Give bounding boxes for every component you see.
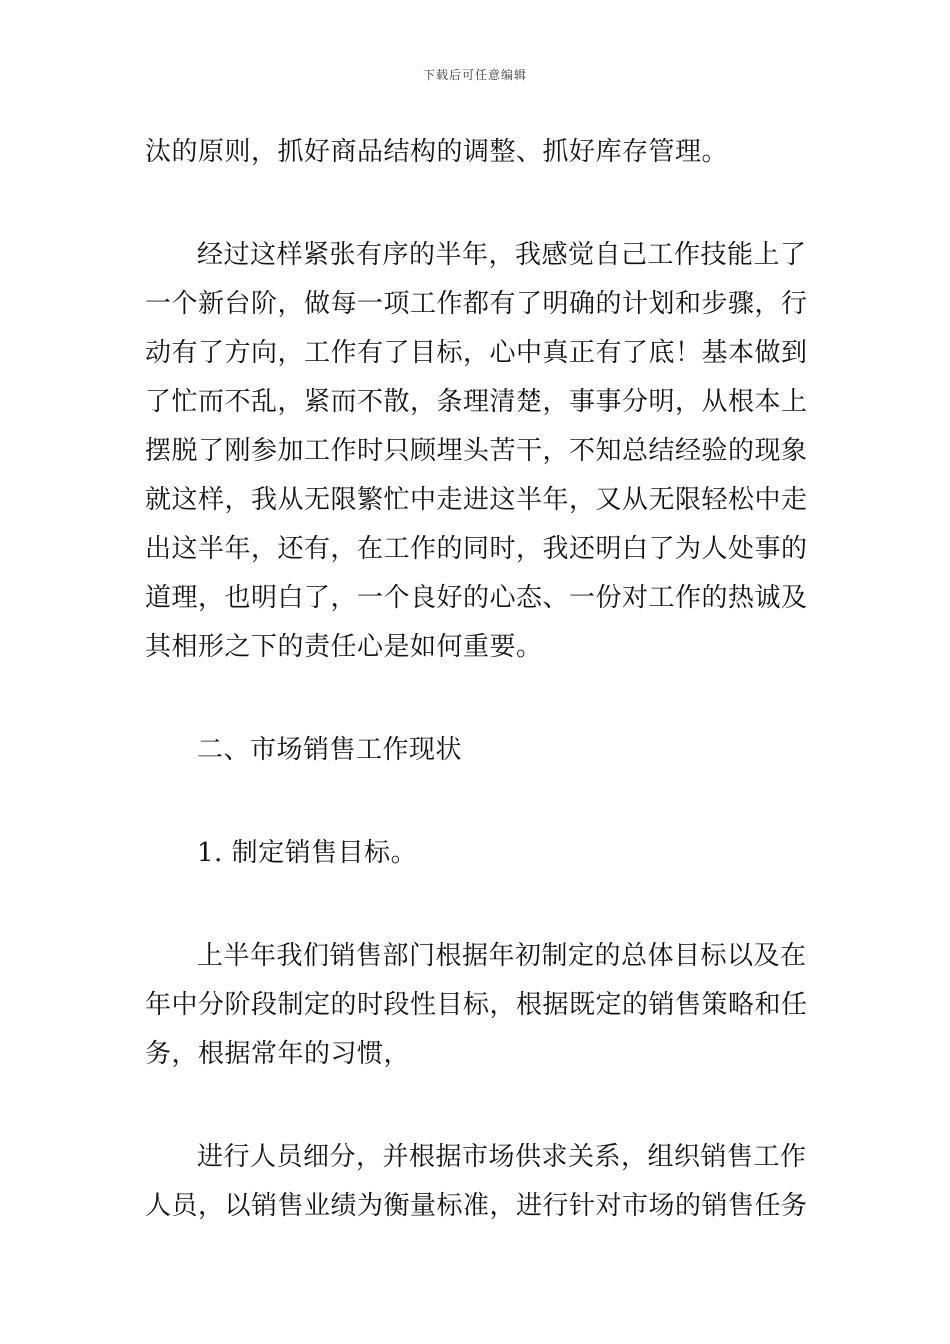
text-line: 上半年我们销售部门根据年初制定的总体目标以及在 [197,941,807,971]
text-line: 年中分阶段制定的时段性目标，根据既定的销售策略和任 [145,990,808,1020]
text-line: 进行人员细分，并根据市场供求关系，组织销售工作 [197,1142,807,1172]
text-line: 一个新台阶，做每一项工作都有了明确的计划和步骤，行 [145,289,808,319]
text-line: 摆脱了刚参加工作时只顾埋头苦干，不知总结经验的现象 [145,436,808,466]
text-line: 汰的原则，抓好商品结构的调整、抓好库存管理。 [145,137,729,167]
subsection-heading [145,829,807,878]
text-line: 务，根据常年的习惯， [145,1039,411,1069]
paragraph [145,128,807,177]
paragraph [145,231,807,672]
document-body [145,128,807,1231]
paragraph [145,932,807,1079]
text-line: 二、市场销售工作现状 [197,735,463,765]
text-line: 出这半年，还有，在工作的同时，我还明白了为人处事的 [145,534,808,564]
text-line: 其相形之下的责任心是如何重要。 [145,632,543,662]
text-line: 1. 制定销售目标。 [197,838,418,868]
text-line: 人员，以销售业绩为衡量标准，进行针对市场的销售任务 [145,1191,808,1221]
text-line: 了忙而不乱，紧而不散，条理清楚，事事分明，从根本上 [145,387,808,417]
text-line: 经过这样紧张有序的半年，我感觉自己工作技能上了 [197,240,807,270]
text-line: 道理，也明白了，一个良好的心态、一份对工作的热诚及 [145,583,808,613]
page-header: 下载后可任意编辑 [422,68,527,82]
section-heading [145,726,807,775]
text-line: 就这样，我从无限繁忙中走进这半年，又从无限轻松中走 [145,485,808,515]
paragraph [145,1133,807,1231]
text-line: 动有了方向，工作有了目标，心中真正有了底！基本做到 [145,338,808,368]
